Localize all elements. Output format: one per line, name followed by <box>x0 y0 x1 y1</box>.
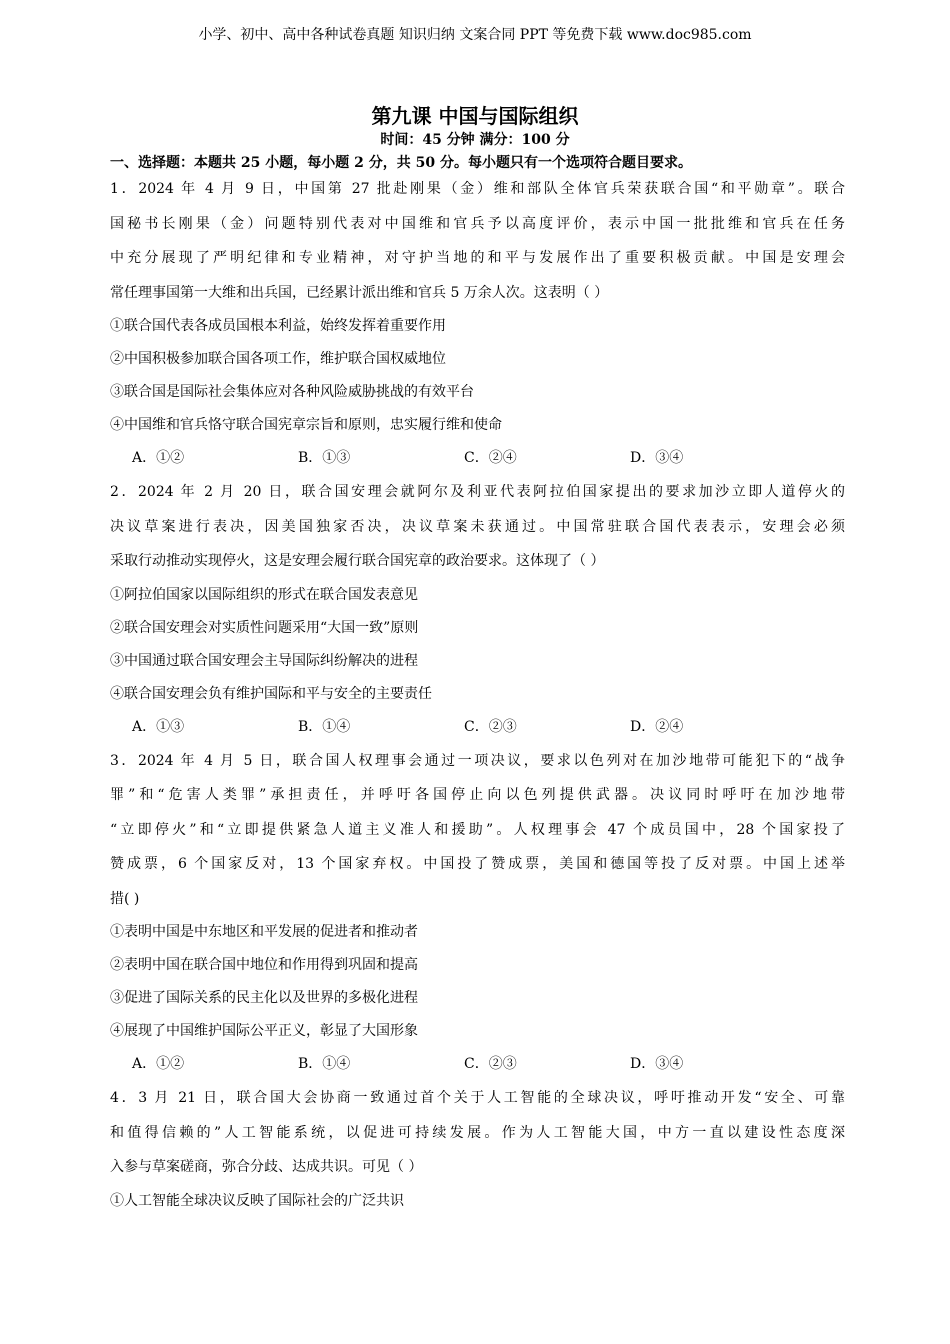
statement: ④展现了中国维护国际公平正义，彰显了大国形象 <box>110 1023 418 1039</box>
questions-container <box>110 172 845 1218</box>
question-1 <box>110 172 845 475</box>
statement: ③联合国是国际社会集体应对各种风险威胁挑战的有效平台 <box>110 384 474 400</box>
question-text-line: 4．3 月 21 日，联合国大会协商一致通过首个关于人工智能的全球决议，呼吁推动开发“安全、可靠 <box>110 1090 845 1106</box>
question-text-line: 2．2024 年 2 月 20 日，联合国安理会就阿尔及利亚代表阿拉伯国家提出的要求加沙立即人道停火的 <box>110 484 845 500</box>
answer-choices <box>110 442 845 475</box>
answer-choices <box>110 711 845 744</box>
choice-c: C．②④ <box>464 450 517 466</box>
question-text-line: 入参与草案磋商，弥合分歧、达成共识。可见（ ） <box>110 1159 423 1175</box>
statement: ①表明中国是中东地区和平发展的促进者和推动者 <box>110 924 418 940</box>
question-text-line: 措( ) <box>110 890 140 907</box>
statement: ①阿拉伯国家以国际组织的形式在联合国发表意见 <box>110 586 418 603</box>
question-text-line: 3．2024 年 4 月 5 日，联合国人权理事会通过一项决议，要求以色列对在加沙地带可能犯下的“战争 <box>110 752 845 769</box>
question-text-line: 常任理事国第一大维和出兵国，已经累计派出维和官兵 5 万余人次。这表明（ ） <box>110 284 609 301</box>
choice-a: A．①② <box>132 1056 185 1072</box>
choice-c: C．②③ <box>464 1056 517 1072</box>
statement: ②表明中国在联合国中地位和作用得到巩固和提高 <box>110 957 418 973</box>
question-text-line: 1．2024 年 4 月 9 日，中国第 27 批赴刚果（金）维和部队全体官兵荣获联合国“和平勋章”。联合 <box>110 181 845 197</box>
statement: ②联合国安理会对实质性问题采用“大国一致”原则 <box>110 619 419 636</box>
question-text-line: 和值得信赖的”人工智能系统，以促进可持续发展。作为人工智能大国，中方一直以建设性态度深 <box>110 1124 845 1141</box>
choice-b: B．①③ <box>298 450 351 466</box>
choice-d: D．③④ <box>630 450 684 466</box>
question-text-line: 罪”和“危害人类罪”承担责任，并呼吁各国停止向以色列提供武器。决议同时呼吁在加沙地带 <box>110 787 845 803</box>
choice-b: B．①④ <box>298 718 351 735</box>
question-text-line: 赞成票，6 个国家反对，13 个国家弃权。中国投了赞成票，美国和德国等投了反对票。中国上述举 <box>110 856 845 872</box>
statement: ③促进了国际关系的民主化以及世界的多极化进程 <box>110 990 418 1006</box>
choice-d: D．②④ <box>630 718 684 735</box>
choice-b: B．①④ <box>298 1056 351 1072</box>
question-text-line: 国秘书长刚果（金）问题特别代表对中国维和官兵予以高度评价，表示中国一批批维和官兵在任务 <box>110 215 845 232</box>
statement: ④联合国安理会负有维护国际和平与安全的主要责任 <box>110 685 432 702</box>
exam-info: 时间：45 分钟 满分：100 分 <box>380 132 570 148</box>
statement: ③中国通过联合国安理会主导国际纠纷解决的进程 <box>110 652 418 669</box>
question-3 <box>110 744 845 1082</box>
statement: ①人工智能全球决议反映了国际社会的广泛共识 <box>110 1192 404 1209</box>
section-heading: 一、选择题：本题共 25 小题，每小题 2 分，共 50 分。每小题只有一个选项符合题目要求。 <box>110 155 692 171</box>
statement: ②中国积极参加联合国各项工作，维护联合国权威地位 <box>110 351 446 367</box>
question-4 <box>110 1081 845 1218</box>
question-text-line: 决议草案进行表决，因美国独家否决，决议草案未获通过。中国常驻联合国代表表示，安理会必须 <box>110 518 845 535</box>
statement: ④中国维和官兵恪守联合国宪章宗旨和原则，忠实履行维和使命 <box>110 417 502 433</box>
choice-c: C．②③ <box>464 718 517 735</box>
page-title: 第九课 中国与国际组织 <box>371 104 579 128</box>
choice-d: D．③④ <box>630 1056 684 1072</box>
question-text-line: “立即停火”和“立即提供紧急人道主义准人和援助”。人权理事会 47 个成员国中，28 个国家投了 <box>110 821 845 838</box>
question-text-line: 中充分展现了严明纪律和专业精神，对守护当地的和平与发展作出了重要积极贡献。中国是安理会 <box>110 250 845 266</box>
page-header: 小学、初中、高中各种试卷真题 知识归纳 文案合同 PPT 等免费下载 www.doc985.com <box>198 27 752 43</box>
choice-a: A．①② <box>132 450 185 466</box>
question-2 <box>110 475 845 744</box>
choice-a: A．①③ <box>132 718 185 735</box>
statement: ①联合国代表各成员国根本利益，始终发挥着重要作用 <box>110 318 446 334</box>
question-text-line: 采取行动推动实现停火，这是安理会履行联合国宪章的政治要求。这体现了（ ） <box>110 553 605 569</box>
answer-choices <box>110 1048 845 1081</box>
